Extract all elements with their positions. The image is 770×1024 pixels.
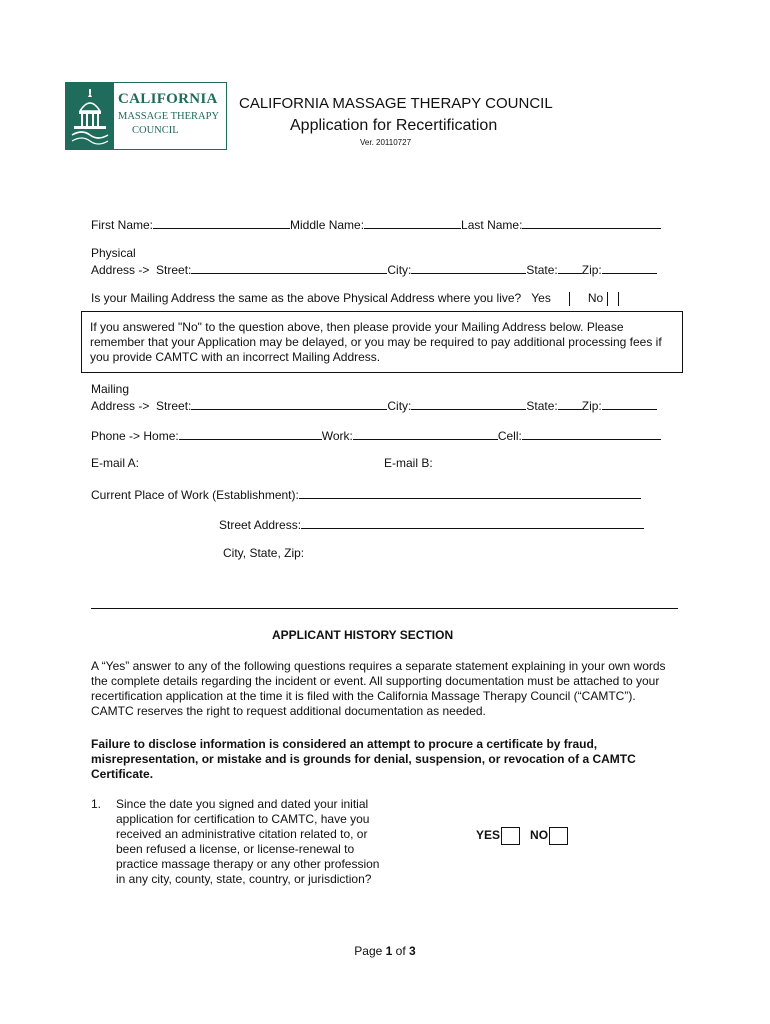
question-1-yes-checkbox[interactable] bbox=[501, 827, 520, 845]
middle-name-field[interactable] bbox=[364, 216, 461, 229]
question-1-line: in any city, county, state, country, or jurisdiction? bbox=[116, 872, 372, 886]
organization-title: CALIFORNIA MASSAGE THERAPY COUNCIL bbox=[239, 95, 553, 112]
document-title: Application for Recertification bbox=[290, 117, 498, 134]
physical-state-field[interactable] bbox=[558, 261, 582, 274]
physical-street-field[interactable] bbox=[191, 261, 387, 274]
question-1-line: practice massage therapy or any other profession bbox=[116, 857, 380, 871]
mailing-address-row bbox=[91, 397, 657, 413]
last-name-field[interactable] bbox=[522, 216, 661, 229]
page-number-prefix: Page bbox=[354, 944, 386, 958]
question-1-line: been refused a license, or license-renewal to bbox=[116, 842, 355, 856]
page-number-total: 3 bbox=[409, 944, 416, 958]
first-name-label: First Name: bbox=[91, 218, 154, 232]
establishment-field[interactable] bbox=[299, 486, 641, 499]
question-1-yes-label: YES bbox=[476, 828, 501, 843]
last-name-label: Last Name: bbox=[461, 218, 523, 232]
applicant-history-heading: APPLICANT HISTORY SECTION bbox=[272, 628, 454, 642]
logo-text-massage-therapy: MASSAGE THERAPY bbox=[118, 111, 220, 122]
physical-street-label: Street: bbox=[156, 263, 192, 277]
phone-work-field[interactable] bbox=[353, 427, 498, 440]
mailing-same-question-text: Is your Mailing Address the same as the above Physical Address where you live? bbox=[91, 291, 522, 305]
camtc-logo bbox=[65, 82, 227, 150]
mailing-address-notice-text: If you answered "No" to the question above, then please provide your Mailing Address below. Please remember that your Application may be delayed, or you may be required to pay additional processing fees if you provide CAMTC with an incorrect Mailing Address. bbox=[90, 320, 662, 364]
question-1-no-label: NO bbox=[530, 828, 549, 843]
phone-home-field[interactable] bbox=[179, 427, 322, 440]
mailing-zip-label: Zip: bbox=[581, 399, 602, 413]
phone-cell-field[interactable] bbox=[522, 427, 661, 440]
section-divider bbox=[91, 608, 678, 609]
logo-text-council: COUNCIL bbox=[132, 125, 179, 136]
question-1-line: Since the date you signed and dated your initial bbox=[116, 797, 369, 811]
mailing-street-field[interactable] bbox=[191, 397, 387, 410]
mailing-city-label: City: bbox=[387, 399, 412, 413]
mailing-state-label: State: bbox=[526, 399, 558, 413]
mailing-label: Mailing bbox=[91, 382, 130, 396]
question-1-line: received an administrative citation related to, or bbox=[116, 827, 368, 841]
mailing-state-field[interactable] bbox=[558, 397, 582, 410]
physical-city-field[interactable] bbox=[411, 261, 526, 274]
disclosure-warning: Failure to disclose information is considered an attempt to procure a certificate by fraud, misrepresentation, or mistake and is grounds for denial, suspension, or revocation of a CAMTC Certificate. bbox=[91, 737, 636, 781]
phone-cell-label: Cell: bbox=[497, 429, 522, 443]
physical-zip-label: Zip: bbox=[581, 263, 602, 277]
physical-city-label: City: bbox=[387, 263, 412, 277]
question-1-answer bbox=[476, 827, 568, 845]
email-a-label: E-mail A: bbox=[91, 456, 140, 470]
physical-address-label: Address -> bbox=[91, 263, 150, 277]
name-row bbox=[91, 216, 661, 232]
mailing-address-label: Address -> bbox=[91, 399, 150, 413]
physical-zip-field[interactable] bbox=[602, 261, 657, 274]
mailing-address-notice bbox=[81, 311, 683, 373]
question-1-no-checkbox[interactable] bbox=[549, 827, 568, 845]
page-number bbox=[0, 944, 770, 958]
establishment-label: Current Place of Work (Establishment): bbox=[91, 488, 299, 502]
middle-name-label: Middle Name: bbox=[290, 218, 365, 232]
email-b-label: E-mail B: bbox=[384, 456, 433, 470]
physical-state-label: State: bbox=[526, 263, 558, 277]
logo-text-california: CALIFORNIA bbox=[118, 91, 218, 107]
mailing-street-label: Street: bbox=[156, 399, 192, 413]
work-street-label: Street Address: bbox=[219, 518, 302, 532]
establishment-row bbox=[91, 486, 641, 502]
physical-label: Physical bbox=[91, 246, 136, 260]
work-city-state-zip-label: City, State, Zip: bbox=[223, 546, 305, 560]
mailing-same-yes-label: Yes bbox=[531, 291, 551, 305]
version-label: Ver. 20110727 bbox=[360, 138, 412, 147]
phone-row bbox=[91, 427, 661, 443]
work-street-row bbox=[219, 516, 644, 532]
page-number-current: 1 bbox=[385, 944, 393, 958]
phone-home-label: Phone -> Home: bbox=[91, 429, 179, 443]
applicant-history-intro: A “Yes” answer to any of the following questions requires a separate statement explaining in your own words the complete details regarding the incident or event. All supporting documentation must be attached to your recertification application at the time it is filed with the California Massage Therapy Council (“CAMTC”). CAMTC reserves the right to request additional documentation as needed. bbox=[91, 659, 666, 718]
page-number-mid: of bbox=[392, 944, 410, 958]
mailing-zip-field[interactable] bbox=[602, 397, 657, 410]
work-street-field[interactable] bbox=[301, 516, 644, 529]
mailing-same-yes-box[interactable] bbox=[569, 292, 570, 306]
question-1-line: application for certification to CAMTC, have you bbox=[116, 812, 370, 826]
capitol-dome-icon bbox=[66, 83, 114, 149]
question-1-text bbox=[116, 797, 406, 887]
mailing-same-no-box[interactable] bbox=[607, 292, 608, 306]
mailing-same-no-box-edge bbox=[618, 292, 619, 306]
first-name-field[interactable] bbox=[153, 216, 290, 229]
phone-work-label: Work: bbox=[321, 429, 353, 443]
mailing-same-question bbox=[91, 291, 625, 306]
physical-address-row bbox=[91, 261, 657, 277]
question-1-number: 1. bbox=[91, 797, 102, 811]
mailing-city-field[interactable] bbox=[411, 397, 526, 410]
mailing-same-no-label: No bbox=[587, 291, 604, 305]
